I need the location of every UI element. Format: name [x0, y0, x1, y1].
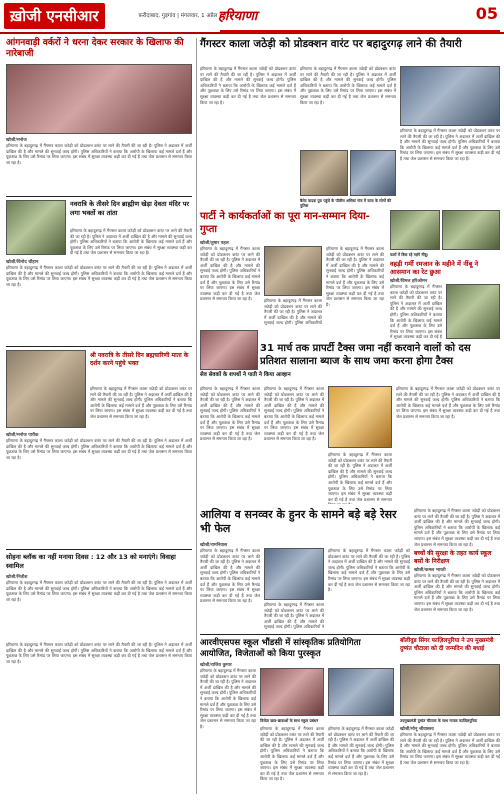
newspaper-logo: ख़ोजी एनसीआर — [4, 3, 105, 29]
article-brahmacharini-more: हरियाणा के बहादुरगढ़ में गैंगस्टर काला जठेड़ी को प्रोडक्शन वारंट पर लाने की तैयारी की जा रही है। पुलिस ने अदालत में अर्जी दाखिल की है और मामले की सुनवाई जल्द होगी। पुलिस अधिकारियों ने बताया कि आरोपी के खिलाफ कई मामले दर्ज हैं और पूछताछ के लिए उसे रिमांड पर लिया जाएगा। इस संबंध में सुरक्षा व्यवस्था कड़ी कर दी गई है तथा जेल प्रशासन से समन्वय किया जा रहा है। — [6, 438, 192, 460]
divider — [6, 196, 192, 197]
article-party-col3: हरियाणा के बहादुरगढ़ में गैंगस्टर काला जठेड़ी को प्रोडक्शन वारंट पर लाने की तैयारी की जा रही है। पुलिस ने अदालत में अर्जी दाखिल की है और मामले की सुनवाई जल्द होगी। पुलिस अधिकारियों ने बताया कि आरोपी के खिलाफ कई मामले दर्ज हैं और पूछताछ के लिए उसे रिमांड पर लिया जाएगा। इस संबंध में सुरक्षा व्यवस्था कड़ी कर दी गई है तथा जेल प्रशासन से समन्वय किया जा रहा है। — [326, 246, 384, 307]
photo-police-1 — [300, 150, 348, 196]
edition-meta: फ़रीदाबाद, गुड़गांव | मंगलवार, 1 अप्रैल 2025 — [138, 13, 234, 19]
section-name: हरियाणा — [218, 9, 258, 24]
headline-anganwadi: आंगनवाड़ी वर्करों ने धरना देकर सरकार के खिलाफ की नारेबाजी — [6, 38, 184, 59]
article-gangster-col1: हरियाणा के बहादुरगढ़ में गैंगस्टर काला जठेड़ी को प्रोडक्शन वारंट पर लाने की तैयारी की जा रही है। पुलिस ने अदालत में अर्जी दाखिल की है और मामले की सुनवाई जल्द होगी। पुलिस अधिकारियों ने बताया कि आरोपी के खिलाफ कई मामले दर्ज हैं और पूछताछ के लिए उसे रिमांड पर लिया जाएगा। इस संबंध में सुरक्षा व्यवस्था कड़ी कर दी गई है तथा जेल प्रशासन से समन्वय किया जा रहा है। — [200, 66, 296, 105]
headline-sohna-block: सोहना ब्लॉक का नहीं मनाया दिवस : 12 और 13 को मनाएंगे। विवाहा स्वामिल — [6, 553, 176, 570]
headline-brahmacharini: श्री नवरात्रि के तीसरे दिन ब्रह्मचारिणी माता के दर्शन करने पहुंचे भक्त — [90, 352, 189, 367]
photo-brahmacharini-temple — [6, 350, 86, 428]
photo-lemons-1 — [390, 210, 440, 250]
caption-police: बैलेट वादक पुरा पहुंचे के पॉलीस असिस्ट गांव में वाता के लोगों की पुलिस — [300, 198, 392, 208]
byline-3: खोजी/मनोज पारीक — [6, 433, 39, 438]
article-tax-col2: हरियाणा के बहादुरगढ़ में गैंगस्टर काला जठेड़ी को प्रोडक्शन वारंट पर लाने की तैयारी की जा रही है। पुलिस ने अदालत में अर्जी दाखिल की है और मामले की सुनवाई जल्द होगी। पुलिस अधिकारियों ने बताया कि आरोपी के खिलाफ कई मामले दर्ज हैं और पूछताछ के लिए उसे रिमांड पर लिया जाएगा। इस संबंध में सुरक्षा व्यवस्था कड़ी कर दी गई है तथा जेल प्रशासन से समन्वय किया जा रहा है। — [264, 386, 324, 442]
headline-navratri-temple: नवरात्रि के तीसरे दिन ब्राह्मीण खेड़ा देवता मंदिर पर लगा भक्तों का तांता — [70, 200, 190, 217]
article-party-col2: हरियाणा के बहादुरगढ़ में गैंगस्टर काला जठेड़ी को प्रोडक्शन वारंट पर लाने की तैयारी की जा रही है। पुलिस ने अदालत में अर्जी दाखिल की है और मामले की सुनवाई जल्द होगी। पुलिस अधिकारियों — [264, 298, 322, 326]
article-school-col3: हरियाणा के बहादुरगढ़ में गैंगस्टर काला जठेड़ी को प्रोडक्शन वारंट पर लाने की तैयारी की जा रही है। पुलिस ने अदालत में अर्जी दाखिल की है और मामले की सुनवाई जल्द होगी। पुलिस अधिकारियों ने बताया कि आरोपी के खिलाफ कई मामले दर्ज हैं और पूछताछ के लिए उसे रिमांड पर लिया जाएगा। इस संबंध में सुरक्षा व्यवस्था कड़ी कर दी गई है तथा जेल प्रशासन से समन्वय किया जा रहा है। — [328, 726, 394, 776]
article-school-col2: हरियाणा के बहादुरगढ़ में गैंगस्टर काला जठेड़ी को प्रोडक्शन वारंट पर लाने की तैयारी की जा रही है। पुलिस ने अदालत में अर्जी दाखिल की है और मामले की सुनवाई जल्द होगी। पुलिस अधिकारियों ने बताया कि आरोपी के खिलाफ कई मामले दर्ज हैं और पूछताछ के लिए उसे रिमांड पर लिया जाएगा। इस संबंध में सुरक्षा व्यवस्था कड़ी कर दी गई है तथा जेल प्रशासन से समन्वय किया जा रहा है। — [260, 726, 324, 782]
article-schoolbus-intro: हरियाणा के बहादुरगढ़ में गैंगस्टर काला जठेड़ी को प्रोडक्शन वारंट पर लाने की तैयारी की जा रही है। पुलिस ने अदालत में अर्जी दाखिल की है और मामले की सुनवाई जल्द होगी। पुलिस अधिकारियों ने बताया कि आरोपी के खिलाफ कई मामले दर्ज हैं और पूछताछ के लिए उसे रिमांड पर लिया जाएगा। इस संबंध में सुरक्षा व्यवस्था कड़ी कर दी गई है तथा जेल प्रशासन से समन्वय किया जा रहा है। — [414, 508, 500, 547]
article-tax-col4: हरियाणा के बहादुरगढ़ में गैंगस्टर काला जठेड़ी को प्रोडक्शन वारंट पर लाने की तैयारी की जा रही है। पुलिस ने अदालत में अर्जी दाखिल की है और मामले की सुनवाई जल्द होगी। पुलिस अधिकारियों ने बताया कि आरोपी के खिलाफ कई मामले दर्ज हैं और पूछताछ के लिए उसे रिमांड पर लिया जाएगा। इस संबंध में सुरक्षा व्यवस्था कड़ी कर दी गई है तथा जेल प्रशासन से समन्वय किया जा रहा है। — [396, 386, 500, 419]
article-navratri-text: हरियाणा के बहादुरगढ़ में गैंगस्टर काला जठेड़ी को प्रोडक्शन वारंट पर लाने की तैयारी की जा रही है। पुलिस ने अदालत में अर्जी दाखिल की है और मामले की सुनवाई जल्द होगी। पुलिस अधिकारियों ने बताया कि आरोपी के खिलाफ कई मामले दर्ज हैं और पूछताछ के लिए उसे रिमांड पर लिया जाएगा। इस संबंध में सुरक्षा व्यवस्था कड़ी कर दी गई है तथा जेल प्रशासन से समन्वय किया जा रहा है। — [70, 228, 192, 255]
byline-2: खोजी/विनोद चौहान — [6, 260, 39, 265]
article-gangster-col4: हरियाणा के बहादुरगढ़ में गैंगस्टर काला जठेड़ी को प्रोडक्शन वारंट पर लाने की तैयारी की जा रही है। पुलिस ने अदालत में अर्जी दाखिल की है और मामले की सुनवाई जल्द होगी। पुलिस अधिकारियों ने बताया कि आरोपी के खिलाफ कई मामले दर्ज हैं और पूछताछ के लिए उसे रिमांड पर लिया जाएगा। इस संबंध में सुरक्षा व्यवस्था कड़ी कर दी गई है तथा जेल प्रशासन से समन्वय किया जा रहा है। — [400, 128, 500, 161]
photo-party-meeting — [264, 246, 322, 296]
byline-9: खोजी/राजिव कुमार — [200, 663, 232, 668]
divider — [6, 549, 192, 550]
column-rule — [196, 38, 197, 794]
article-sohna-text: हरियाणा के बहादुरगढ़ में गैंगस्टर काला जठेड़ी को प्रोडक्शन वारंट पर लाने की तैयारी की जा रही है। पुलिस ने अदालत में अर्जी दाखिल की है और मामले की सुनवाई जल्द होगी। पुलिस अधिकारियों ने बताया कि आरोपी के खिलाफ कई मामले दर्ज हैं और पूछताछ के लिए उसे रिमांड पर लिया जाएगा। इस संबंध में सुरक्षा व्यवस्था कड़ी कर दी गई है तथा जेल प्रशासन से समन्वय किया जा रहा है। — [6, 580, 192, 602]
divider — [6, 346, 192, 347]
byline-1: खोजी/मनोज — [6, 138, 27, 143]
article-fazilpuria-text: हरियाणा के बहादुरगढ़ में गैंगस्टर काला जठेड़ी को प्रोडक्शन वारंट पर लाने की तैयारी की जा रही है। पुलिस ने अदालत में अर्जी दाखिल की है और मामले की सुनवाई जल्द होगी। पुलिस अधिकारियों ने बताया कि आरोपी के खिलाफ कई मामले दर्ज हैं और पूछताछ के लिए उसे रिमांड पर लिया जाएगा। इस संबंध में सुरक्षा व्यवस्था कड़ी कर दी गई है तथा जेल प्रशासन से समन्वय किया जा रहा है। — [400, 732, 500, 765]
headline-fazilpuria: बॉलीवुड सिंगर फाज़िलपुरिया ने उप मुख्यमंत्री दुष्यंत चौटाला को दी जन्मदिन की बधाई — [400, 638, 494, 652]
headline-aliya-sanwar: आलिया व सनव्वर के हुनर के सामने बड़े बड़े रेसर भी फेल — [200, 508, 397, 535]
article-brahmacharini-text: हरियाणा के बहादुरगढ़ में गैंगस्टर काला जठेड़ी को प्रोडक्शन वारंट पर लाने की तैयारी की जा रही है। पुलिस ने अदालत में अर्जी दाखिल की है और मामले की सुनवाई जल्द होगी। पुलिस अधिकारियों ने बताया कि आरोपी के खिलाफ कई मामले दर्ज हैं और पूछताछ के लिए उसे रिमांड पर लिया जाएगा। इस संबंध में सुरक्षा व्यवस्था कड़ी कर दी गई है तथा जेल प्रशासन से समन्वय किया जा रहा है। — [90, 386, 192, 419]
article-schoolbus-text: हरियाणा के बहादुरगढ़ में गैंगस्टर काला जठेड़ी को प्रोडक्शन वारंट पर लाने की तैयारी की जा रही है। पुलिस ने अदालत में अर्जी दाखिल की है और मामले की सुनवाई जल्द होगी। पुलिस अधिकारियों ने बताया कि आरोपी के खिलाफ कई मामले दर्ज हैं और पूछताछ के लिए उसे रिमांड पर लिया जाएगा। इस संबंध में सुरक्षा व्यवस्था कड़ी कर दी गई है तथा जेल प्रशासन से समन्वय किया जा रहा है। — [414, 573, 500, 612]
article-aliya-col1: हरियाणा के बहादुरगढ़ में गैंगस्टर काला जठेड़ी को प्रोडक्शन वारंट पर लाने की तैयारी की जा रही है। पुलिस ने अदालत में अर्जी दाखिल की है और मामले की सुनवाई जल्द होगी। पुलिस अधिकारियों ने बताया कि आरोपी के खिलाफ कई मामले दर्ज हैं और पूछताछ के लिए उसे रिमांड पर लिया जाएगा। इस संबंध में सुरक्षा व्यवस्था कड़ी कर दी गई है तथा जेल प्रशासन से समन्वय किया जा रहा है। — [200, 548, 260, 604]
photo-gangster — [400, 66, 500, 126]
byline-10: खोजी/मोनू श्रीवास्तव — [400, 727, 434, 732]
photo-tax-graphic — [328, 386, 392, 448]
headline-gangster: गैंगस्टर काला जठेड़ी को प्रोडक्शन वारंट पर बहादुरगढ़ लाने की तैयारी — [200, 38, 462, 50]
caption-lemons: फलों में बिक रहे महंगे नींबू। — [390, 252, 429, 257]
photo-racers — [264, 548, 324, 600]
headline-rvsps-school: आरवीएसपस स्कूल भौंडसी में सांस्कृतिक प्रतियोगिता आयोजित, विजेताओं को किया पुरस्कृत — [200, 638, 361, 659]
article-party-col1: हरियाणा के बहादुरगढ़ में गैंगस्टर काला जठेड़ी को प्रोडक्शन वारंट पर लाने की तैयारी की जा रही है। पुलिस ने अदालत में अर्जी दाखिल की है और मामले की सुनवाई जल्द होगी। पुलिस अधिकारियों ने बताया कि आरोपी के खिलाफ कई मामले दर्ज हैं और पूछताछ के लिए उसे रिमांड पर लिया जाएगा। इस संबंध में सुरक्षा व्यवस्था कड़ी कर दी गई है तथा जेल प्रशासन से समन्वय किया जा रहा है। — [200, 246, 260, 302]
photo-police-2 — [350, 150, 396, 196]
caption-fazilpuria: उपमुख्यमंत्री दुष्यंत चौटाला के साथ गायक फाज़िलपुरिया — [400, 718, 478, 723]
headline-lemon-price: वहड़ी गर्मी रमजान के महीने में नींबू ने आसमान का रेट छुआ — [390, 260, 479, 276]
caption-school: विजेता छात्र-छात्राओं के साथ स्कूल प्रबंधन — [260, 718, 319, 723]
section-rule — [220, 30, 500, 33]
photo-school-winners-1 — [260, 668, 324, 716]
article-lemon-col1: हरियाणा के बहादुरगढ़ में गैंगस्टर काला जठेड़ी को प्रोडक्शन वारंट पर लाने की तैयारी की जा रही है। पुलिस ने अदालत में अर्जी दाखिल की है और मामले की सुनवाई जल्द होगी। पुलिस अधिकारियों ने बताया कि आरोपी के खिलाफ कई मामले दर्ज हैं और पूछताछ के लिए उसे रिमांड पर लिया जाएगा। इस संबंध में सुरक्षा व्यवस्था कड़ी कर दी गई है — [390, 284, 442, 339]
byline-6: खोजी/विमल हरिओमन — [390, 279, 428, 284]
photo-lemon-vendor — [446, 284, 500, 339]
headline-sev-sevak: सेव सेवकों के शपथों ने पाती ने किया आव्हान — [200, 372, 291, 378]
headline-school-bus: बच्चों की सुरक्षा के तहत कार्य स्कूल बसों के निरीक्षण — [414, 550, 492, 565]
article-school-col1: हरियाणा के बहादुरगढ़ में गैंगस्टर काला जठेड़ी को प्रोडक्शन वारंट पर लाने की तैयारी की जा रही है। पुलिस ने अदालत में अर्जी दाखिल की है और मामले की सुनवाई जल्द होगी। पुलिस अधिकारियों ने बताया कि आरोपी के खिलाफ कई मामले दर्ज हैं और पूछताछ के लिए उसे रिमांड पर लिया जाएगा। इस संबंध में सुरक्षा व्यवस्था कड़ी कर दी गई है तथा जेल प्रशासन से समन्वय किया जा रहा है। — [200, 668, 256, 729]
article-anganwadi-text: हरियाणा के बहादुरगढ़ में गैंगस्टर काला जठेड़ी को प्रोडक्शन वारंट पर लाने की तैयारी की जा रही है। पुलिस ने अदालत में अर्जी दाखिल की है और मामले की सुनवाई जल्द होगी। पुलिस अधिकारियों ने बताया कि आरोपी के खिलाफ कई मामले दर्ज हैं और पूछताछ के लिए उसे रिमांड पर लिया जाएगा। इस संबंध में सुरक्षा व्यवस्था कड़ी कर दी गई है तथा जेल प्रशासन से समन्वय किया जा रहा है। — [6, 143, 192, 165]
headline-property-tax: 31 मार्च तक प्रापर्टी टैक्स जमा नहीं करवाने वालों को दस प्रतिशत सालाना ब्याज के साथ जमा करना होगा टैक्स — [260, 343, 471, 367]
byline-4: खोजी/नितीश — [6, 575, 28, 580]
photo-anganwadi-protest — [6, 64, 192, 134]
photo-school-winners-2 — [328, 668, 394, 716]
article-left-bottom: हरियाणा के बहादुरगढ़ में गैंगस्टर काला जठेड़ी को प्रोडक्शन वारंट पर लाने की तैयारी की जा रही है। पुलिस ने अदालत में अर्जी दाखिल की है और मामले की सुनवाई जल्द होगी। पुलिस अधिकारियों ने बताया कि आरोपी के खिलाफ कई मामले दर्ज हैं और पूछताछ के लिए उसे रिमांड पर लिया जाएगा। इस संबंध में सुरक्षा व्यवस्था कड़ी कर दी गई है तथा जेल प्रशासन से समन्वय किया जा रहा है। — [6, 642, 192, 664]
article-aliya-col2: हरियाणा के बहादुरगढ़ में गैंगस्टर काला जठेड़ी को प्रोडक्शन वारंट पर लाने की तैयारी की जा रही है। पुलिस ने अदालत में अर्जी दाखिल की है और मामले की सुनवाई जल्द होगी। पुलिस अधिकारियों ने — [264, 602, 324, 630]
byline-5: खोजी/तुषार पहल — [200, 241, 229, 246]
headline-party-respect: पार्टी ने कार्यकर्ताओं का पूरा मान-सम्मान दिया-गुप्ता — [200, 211, 370, 235]
photo-fazilpuria-chautala — [400, 664, 500, 716]
page-number: 05 — [475, 4, 498, 23]
article-gangster-col2: हरियाणा के बहादुरगढ़ में गैंगस्टर काला जठेड़ी को प्रोडक्शन वारंट पर लाने की तैयारी की जा रही है। पुलिस ने अदालत में अर्जी दाखिल की है और मामले की सुनवाई जल्द होगी। पुलिस अधिकारियों ने बताया कि आरोपी के खिलाफ कई मामले दर्ज हैं और पूछताछ के लिए उसे रिमांड पर लिया जाएगा। इस संबंध में सुरक्षा व्यवस्था कड़ी कर दी गई है तथा जेल प्रशासन से समन्वय किया जा रहा है। — [300, 66, 396, 105]
photo-lemons-2 — [442, 210, 500, 250]
byline-7: खोजी/रामनिवास — [200, 543, 228, 548]
divider — [200, 634, 500, 635]
article-tax-col1: हरियाणा के बहादुरगढ़ में गैंगस्टर काला जठेड़ी को प्रोडक्शन वारंट पर लाने की तैयारी की जा रही है। पुलिस ने अदालत में अर्जी दाखिल की है और मामले की सुनवाई जल्द होगी। पुलिस अधिकारियों ने बताया कि आरोपी के खिलाफ कई मामले दर्ज हैं और पूछताछ के लिए उसे रिमांड पर लिया जाएगा। इस संबंध में सुरक्षा व्यवस्था कड़ी कर दी गई है तथा जेल प्रशासन से समन्वय किया जा रहा है। — [200, 386, 260, 442]
article-tax-col3: हरियाणा के बहादुरगढ़ में गैंगस्टर काला जठेड़ी को प्रोडक्शन वारंट पर लाने की तैयारी की जा रही है। पुलिस ने अदालत में अर्जी दाखिल की है और मामले की सुनवाई जल्द होगी। पुलिस अधिकारियों ने बताया कि आरोपी के खिलाफ कई मामले दर्ज हैं और पूछताछ के लिए उसे रिमांड पर लिया जाएगा। इस संबंध में सुरक्षा व्यवस्था कड़ी कर दी गई है तथा जेल प्रशासन से समन्वय — [328, 452, 392, 502]
article-navratri-more: हरियाणा के बहादुरगढ़ में गैंगस्टर काला जठेड़ी को प्रोडक्शन वारंट पर लाने की तैयारी की जा रही है। पुलिस ने अदालत में अर्जी दाखिल की है और मामले की सुनवाई जल्द होगी। पुलिस अधिकारियों ने बताया कि आरोपी के खिलाफ कई मामले दर्ज हैं और पूछताछ के लिए उसे रिमांड पर लिया जाएगा। इस संबंध में सुरक्षा व्यवस्था कड़ी कर दी गई है तथा जेल प्रशासन से समन्वय किया जा रहा है। — [6, 265, 192, 287]
byline-8: खोजी/कमल भारती — [414, 568, 446, 573]
article-aliya-col3: हरियाणा के बहादुरगढ़ में गैंगस्टर काला जठेड़ी को प्रोडक्शन वारंट पर लाने की तैयारी की जा रही है। पुलिस ने अदालत में अर्जी दाखिल की है और मामले की सुनवाई जल्द होगी। पुलिस अधिकारियों ने बताया कि आरोपी के खिलाफ कई मामले दर्ज हैं और पूछताछ के लिए उसे रिमांड पर लिया जाएगा। इस संबंध में सुरक्षा व्यवस्था कड़ी कर दी गई है तथा जेल प्रशासन से समन्वय किया जा रहा है। — [328, 548, 410, 593]
photo-temple-devotees — [6, 200, 66, 255]
